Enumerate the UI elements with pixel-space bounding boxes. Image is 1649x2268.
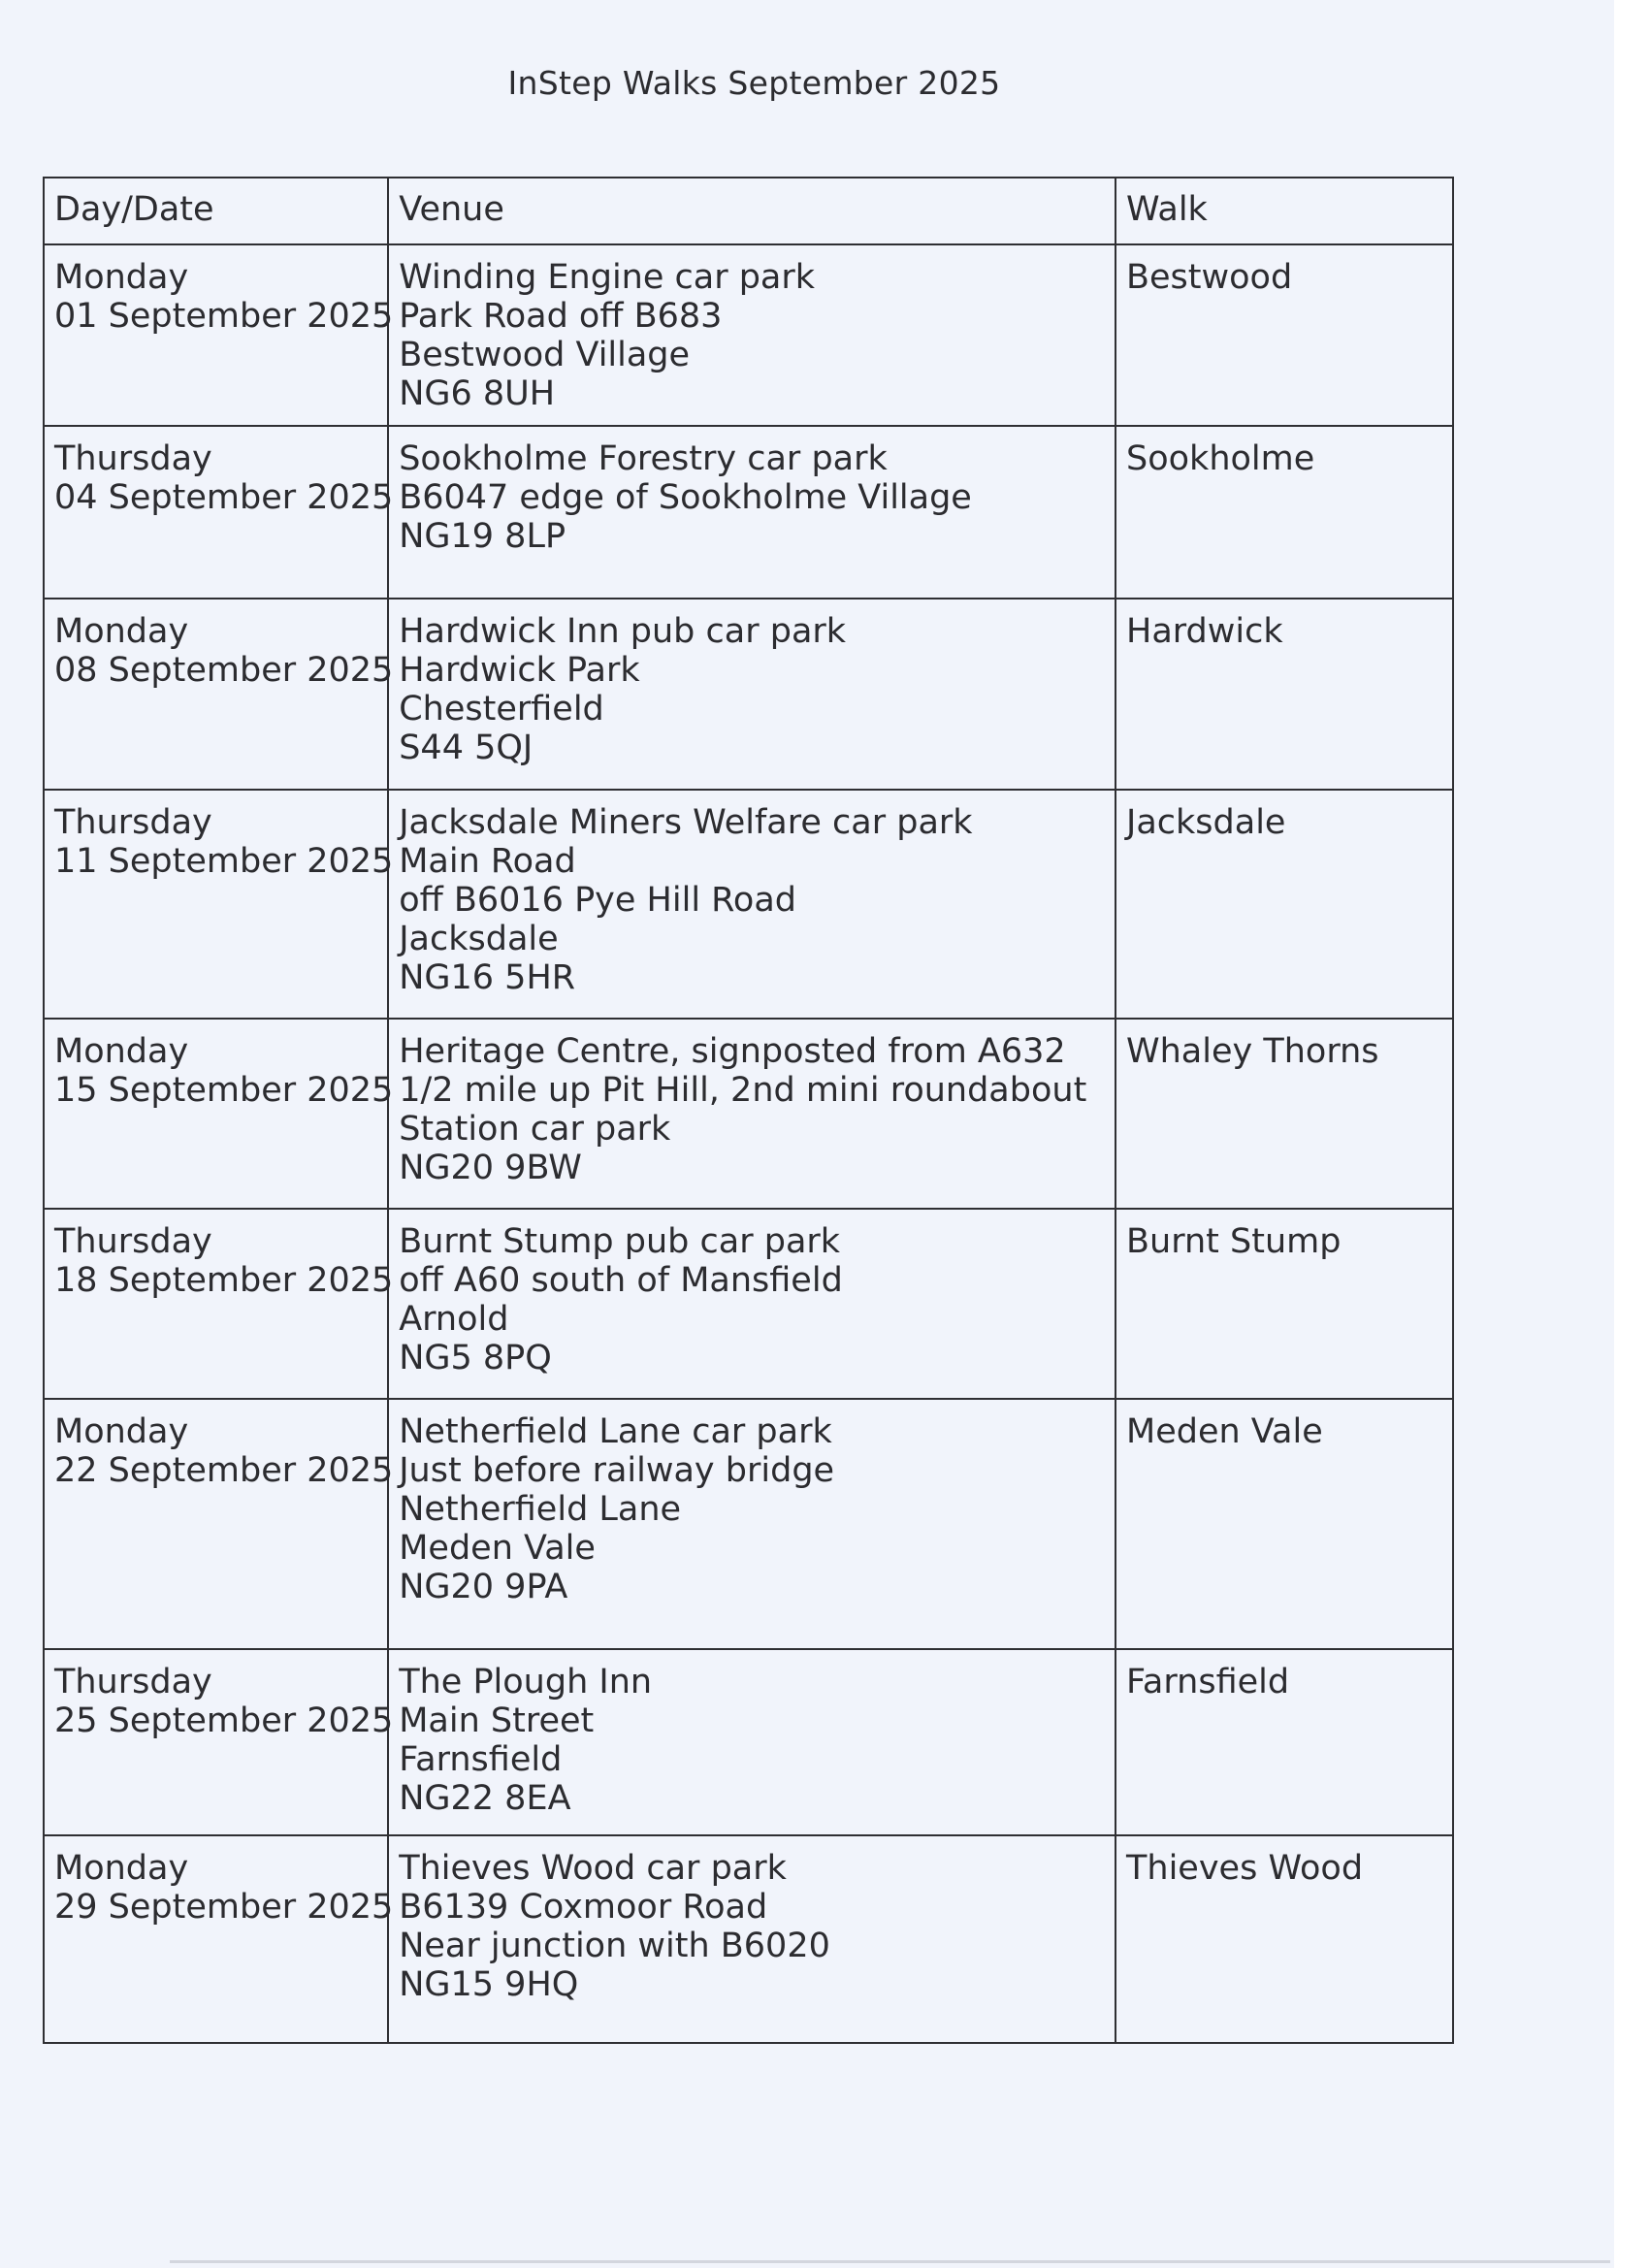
date-label: 01 September 2025 [54,297,394,336]
day-label: Monday [54,1032,189,1071]
date-label: 22 September 2025 [54,1451,394,1490]
header-day-date: Day/Date [44,178,388,244]
walk-cell [1116,1399,1453,1649]
venue-line: off B6016 Pye Hill Road [399,881,796,920]
venue-line: Farnsfield [399,1740,563,1779]
day-date-cell [44,599,394,790]
venue-line: NG22 8EA [399,1779,571,1818]
day-date-cell [44,1209,394,1399]
walk-cell [1116,599,1453,790]
header-walk: Walk [1116,178,1453,244]
venue-line: NG5 8PQ [399,1339,552,1377]
day-date-cell [44,1019,394,1209]
venue-line: Chesterfield [399,690,604,729]
table-row [44,790,1453,1019]
walk-name: Hardwick [1126,612,1283,651]
walk-name: Thieves Wood [1126,1849,1364,1888]
date-label: 11 September 2025 [54,842,394,881]
walk-cell [1116,244,1453,426]
day-label: Thursday [54,1222,212,1261]
venue-line: The Plough Inn [399,1663,653,1701]
venue-line: Hardwick Park [399,651,640,690]
day-date-cell [44,1649,394,1835]
venue-line: Main Road [399,842,576,881]
header-venue: Venue [388,178,1116,244]
day-date-cell [44,790,394,1019]
venue-line: Near junction with B6020 [399,1927,830,1965]
venue-line: Winding Engine car park [399,258,816,297]
venue-line: Netherfield Lane [399,1490,682,1529]
walk-name: Meden Vale [1126,1412,1323,1451]
day-date-cell [44,244,394,426]
walk-name: Sookholme [1126,439,1315,478]
scan-edge-line [170,2260,1610,2263]
venue-line: NG15 9HQ [399,1965,579,2004]
venue-line: Burnt Stump pub car park [399,1222,841,1261]
table-header-row [44,178,1453,244]
table-row [44,1649,1453,1835]
day-date-cell [44,1399,394,1649]
date-label: 08 September 2025 [54,651,394,690]
day-label: Monday [54,1412,189,1451]
table-row [44,599,1453,790]
venue-line: S44 5QJ [399,729,534,767]
venue-line: Station car park [399,1110,671,1149]
venue-line: 1/2 mile up Pit Hill, 2nd mini roundabout [399,1071,1087,1110]
walk-cell [1116,1019,1453,1209]
venue-cell [388,244,1116,426]
table-row [44,1835,1453,2043]
venue-line: B6047 edge of Sookholme Village [399,478,972,517]
venue-line: NG19 8LP [399,517,566,556]
venue-cell [388,1649,1116,1835]
venue-cell [388,790,1116,1019]
day-label: Thursday [54,803,212,842]
venue-line: Bestwood Village [399,336,691,374]
venue-line: Thieves Wood car park [399,1849,787,1888]
venue-line: Main Street [399,1701,595,1740]
table-row [44,1399,1453,1649]
day-label: Monday [54,1849,189,1888]
day-label: Thursday [54,1663,212,1701]
venue-line: NG6 8UH [399,374,556,413]
day-date-cell [44,1835,394,2043]
venue-cell [388,599,1116,790]
day-label: Monday [54,258,189,297]
venue-line: NG20 9PA [399,1568,568,1606]
date-label: 18 September 2025 [54,1261,394,1300]
venue-line: Arnold [399,1300,509,1339]
venue-line: Sookholme Forestry car park [399,439,888,478]
venue-line: Netherfield Lane car park [399,1412,832,1451]
venue-line: Jacksdale Miners Welfare car park [399,803,973,842]
venue-cell [388,1209,1116,1399]
venue-line: Heritage Centre, signposted from A632 [399,1032,1066,1071]
table-row [44,1019,1453,1209]
date-label: 29 September 2025 [54,1888,394,1927]
walk-name: Bestwood [1126,258,1293,297]
venue-cell [388,426,1116,599]
walk-name: Burnt Stump [1126,1222,1342,1261]
walk-name: Whaley Thorns [1126,1032,1379,1071]
day-date-cell [44,426,394,599]
venue-line: NG16 5HR [399,958,576,997]
walk-cell [1116,790,1453,1019]
date-label: 15 September 2025 [54,1071,394,1110]
table-row [44,1209,1453,1399]
walk-name: Farnsfield [1126,1663,1290,1701]
table-row [44,244,1453,426]
date-label: 04 September 2025 [54,478,394,517]
date-label: 25 September 2025 [54,1701,394,1740]
venue-line: Jacksdale [399,920,559,958]
venue-cell [388,1399,1116,1649]
page-title: InStep Walks September 2025 [507,64,1001,102]
day-label: Thursday [54,439,212,478]
walks-table [43,177,1454,2044]
walk-cell [1116,1649,1453,1835]
walk-cell [1116,1209,1453,1399]
venue-line: Hardwick Inn pub car park [399,612,847,651]
venue-line: off A60 south of Mansfield [399,1261,843,1300]
venue-line: Park Road off B683 [399,297,723,336]
walk-cell [1116,426,1453,599]
venue-line: B6139 Coxmoor Road [399,1888,768,1927]
walk-cell [1116,1835,1453,2043]
venue-line: Just before railway bridge [399,1451,835,1490]
venue-line: NG20 9BW [399,1149,582,1187]
page-margin [1614,0,1649,2268]
table-row [44,426,1453,599]
day-label: Monday [54,612,189,651]
walk-name: Jacksdale [1126,803,1286,842]
venue-cell [388,1835,1116,2043]
venue-cell [388,1019,1116,1209]
venue-line: Meden Vale [399,1529,596,1568]
